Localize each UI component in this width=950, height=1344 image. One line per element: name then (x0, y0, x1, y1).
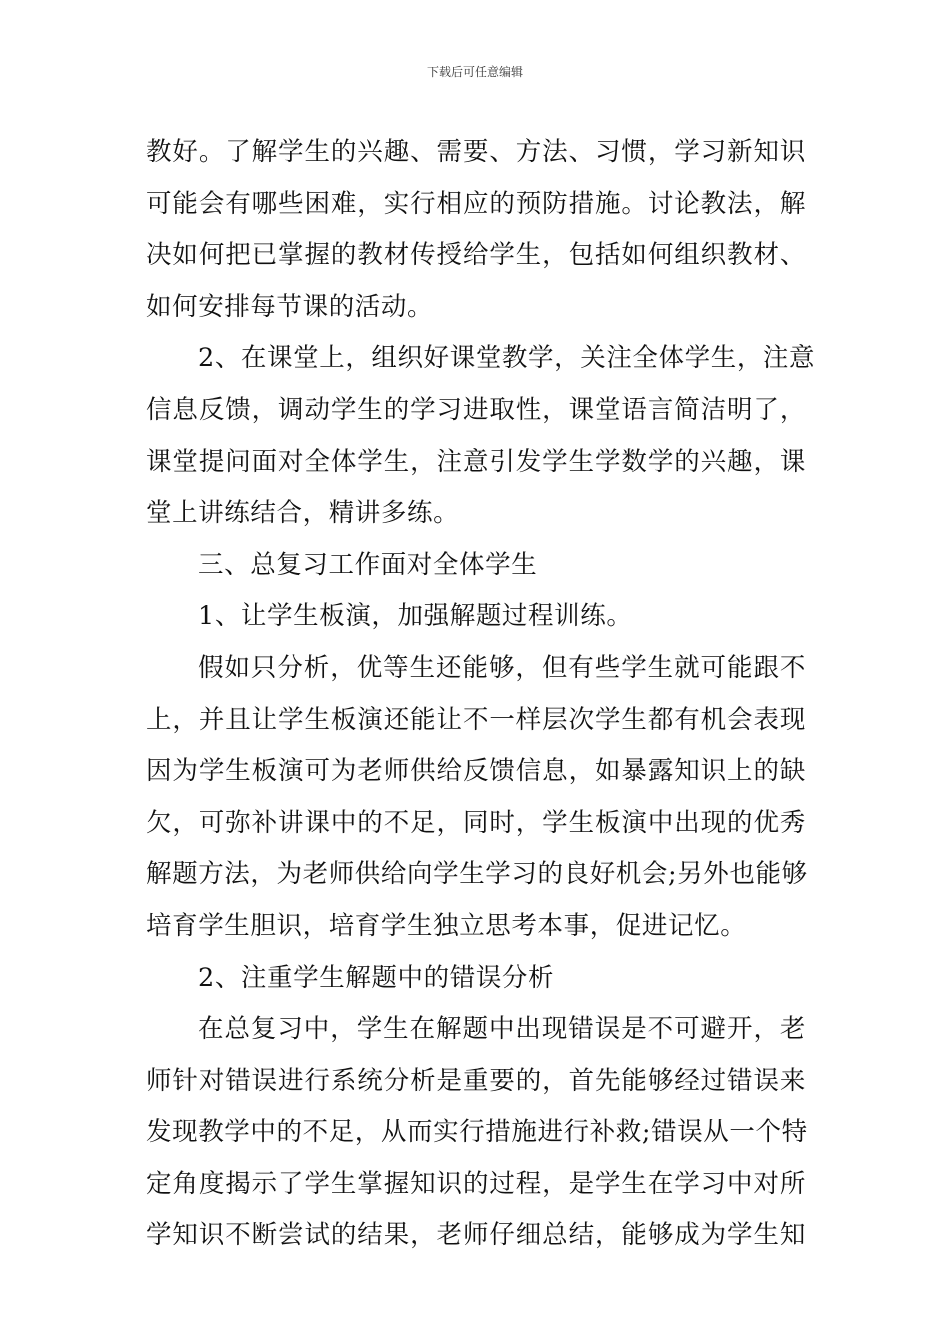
text-line: 定角度揭示了学生掌握知识的过程，是学生在学习中对所 (146, 1168, 806, 1199)
text-line: 决如何把已掌握的教材传授给学生，包括如何组织教材、 (146, 240, 806, 271)
text-line: 2、在课堂上，组织好课堂教学，关注全体学生，注意 (198, 343, 816, 374)
text-line: 培育学生胆识，培育学生独立思考本事，促进记忆。 (146, 910, 747, 941)
text-line: 发现教学中的不足，从而实行措施进行补救;错误从一个特 (146, 1117, 808, 1148)
subsection-heading: 2、注重学生解题中的错误分析 (198, 962, 555, 993)
document-body (146, 127, 816, 1262)
text-line: 堂上讲练结合，精讲多练。 (146, 498, 460, 529)
text-line: 教好。了解学生的兴趣、需要、方法、习惯，学习新知识 (146, 137, 806, 167)
section-heading: 三、总复习工作面对全体学生 (198, 549, 538, 580)
text-line: 师针对错误进行系统分析是重要的，首先能够经过错误来 (146, 1065, 806, 1096)
page-header: 下载后可任意编辑 (426, 65, 523, 79)
text-line: 因为学生板演可为老师供给反馈信息，如暴露知识上的缺 (146, 756, 806, 787)
text-line: 解题方法，为老师供给向学生学习的良好机会;另外也能够 (146, 859, 808, 890)
text-line: 如何安排每节课的活动。 (146, 291, 434, 322)
text-line: 可能会有哪些困难，实行相应的预防措施。讨论教法，解 (146, 188, 806, 219)
text-line: 在总复习中，学生在解题中出现错误是不可避开，老 (198, 1014, 806, 1045)
subsection-heading: 1、让学生板演，加强解题过程训练。 (198, 601, 633, 632)
text-line: 课堂提问面对全体学生，注意引发学生学数学的兴趣，课 (146, 446, 806, 477)
text-line: 假如只分析，优等生还能够，但有些学生就可能跟不 (198, 652, 806, 683)
text-line: 信息反馈，调动学生的学习进取性，课堂语言简洁明了， (146, 394, 806, 425)
text-line: 欠，可弥补讲课中的不足，同时，学生板演中出现的优秀 (146, 807, 806, 838)
text-line: 上，并且让学生板演还能让不一样层次学生都有机会表现 (146, 704, 806, 735)
text-line: 学知识不断尝试的结果，老师仔细总结，能够成为学生知 (146, 1220, 806, 1251)
